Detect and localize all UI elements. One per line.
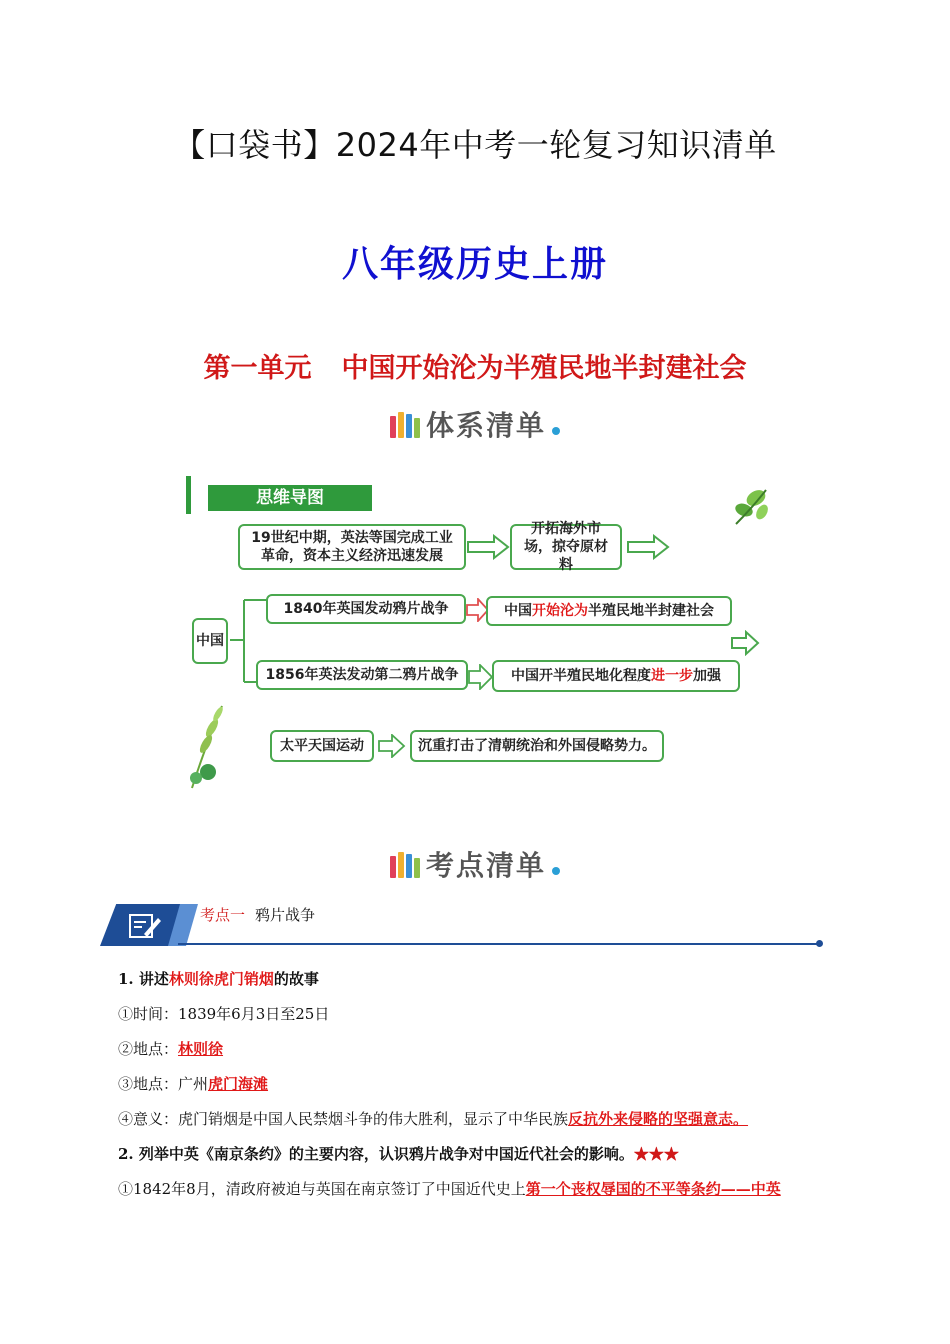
line-keyword: 反抗外来侵略的坚强意志。 [568, 1110, 749, 1128]
note-edit-icon [128, 912, 162, 940]
mind-map-box-china: 中国 [192, 618, 228, 664]
dot-icon [552, 867, 560, 875]
arrow-right-icon [468, 664, 494, 690]
mind-map-box-industrial-revolution: 19世纪中期，英法等国完成工业革命，资本主义经济迅速发展 [238, 524, 466, 570]
line-keyword: 第一个丧权辱国的不平等条约——中英 [525, 1180, 781, 1198]
result-1-text-a: 中国 [504, 603, 532, 619]
content-line-time: ①时间：1839年6月3日至25日 [118, 1005, 330, 1023]
kaodian-number: 考点一 [200, 906, 246, 924]
content-line-place [118, 1073, 268, 1094]
line-keyword: 林则徐 [178, 1040, 224, 1058]
document-title: 【口袋书】2024年中考一轮复习知识清单 [173, 126, 777, 164]
question-2-text: 2. 列举中英《南京条约》的主要内容，认识鸦片战争对中国近代社会的影响。 [118, 1145, 634, 1163]
question-2 [118, 1143, 679, 1164]
result-2-text-a: 中国开半殖民地化程度 [511, 668, 651, 684]
mind-map-box-overseas-market: 开拓海外市场，掠夺原材料 [510, 524, 622, 570]
unit-title [0, 346, 950, 385]
content-line-significance [118, 1108, 748, 1129]
result-1-text-c: 半殖民地半封建社会 [588, 603, 714, 619]
mind-map-box-taiping-result: 沉重打击了清朝统治和外国侵略势力。 [410, 730, 664, 762]
result-2-text-b: 进一步 [651, 668, 693, 684]
section-heading-points [0, 844, 950, 884]
result-1-text-b: 开始沦为 [532, 603, 588, 619]
question-1 [118, 968, 319, 989]
line-keyword: 虎门海滩 [208, 1075, 269, 1093]
mind-map [186, 472, 766, 792]
content-line-person [118, 1038, 223, 1059]
dot-icon [552, 427, 560, 435]
mind-map-box-result-1 [486, 596, 732, 626]
question-1-keyword: 林则徐虎门销烟 [168, 970, 274, 988]
result-2-text-c: 加强 [693, 668, 721, 684]
kaodian-label [200, 904, 315, 925]
unit-name: 中国开始沦为半殖民地半封建社会 [341, 353, 747, 384]
section-heading-text: 考点清单 [425, 849, 546, 882]
line-prefix: ②地点： [118, 1040, 179, 1058]
mind-map-title: 思维导图 [208, 485, 372, 511]
mind-map-accent-bar [186, 476, 191, 514]
arrow-right-icon [730, 630, 760, 656]
mind-map-box-taiping: 太平天国运动 [270, 730, 374, 762]
section-heading-text: 体系清单 [425, 409, 546, 442]
mind-map-box-opium-war: 1840年英国发动鸦片战争 [266, 594, 466, 624]
arrow-right-icon [378, 734, 408, 758]
section-heading-system [0, 404, 950, 444]
question-1-prefix: 1. 讲述 [118, 970, 169, 988]
importance-stars: ★★★ [633, 1145, 679, 1163]
line-prefix: ①1842年8月，清政府被迫与英国在南京签订了中国近代史上 [118, 1180, 526, 1198]
books-icon [390, 850, 420, 878]
leaf-icon [726, 480, 772, 530]
arrow-right-icon [466, 534, 510, 560]
mind-map-box-second-opium-war: 1856年英法发动第二鸦片战争 [256, 660, 468, 690]
divider-end-dot [816, 940, 823, 947]
content-line-treaty [118, 1178, 781, 1199]
line-prefix: ④意义：虎门销烟是中国人民禁烟斗争的伟大胜利，显示了中华民族 [118, 1110, 569, 1128]
document-subtitle: 八年级历史上册 [341, 244, 608, 285]
books-icon [390, 410, 420, 438]
question-1-suffix: 的故事 [273, 970, 319, 988]
mind-map-box-result-2 [492, 660, 740, 692]
wheat-leaf-icon [186, 700, 230, 790]
arrow-right-icon [626, 534, 670, 560]
kaodian-header [100, 904, 830, 946]
unit-number: 第一单元 [203, 353, 312, 384]
kaodian-topic: 鸦片战争 [255, 906, 316, 924]
line-prefix: ③地点：广州 [118, 1075, 209, 1093]
divider [178, 943, 818, 945]
